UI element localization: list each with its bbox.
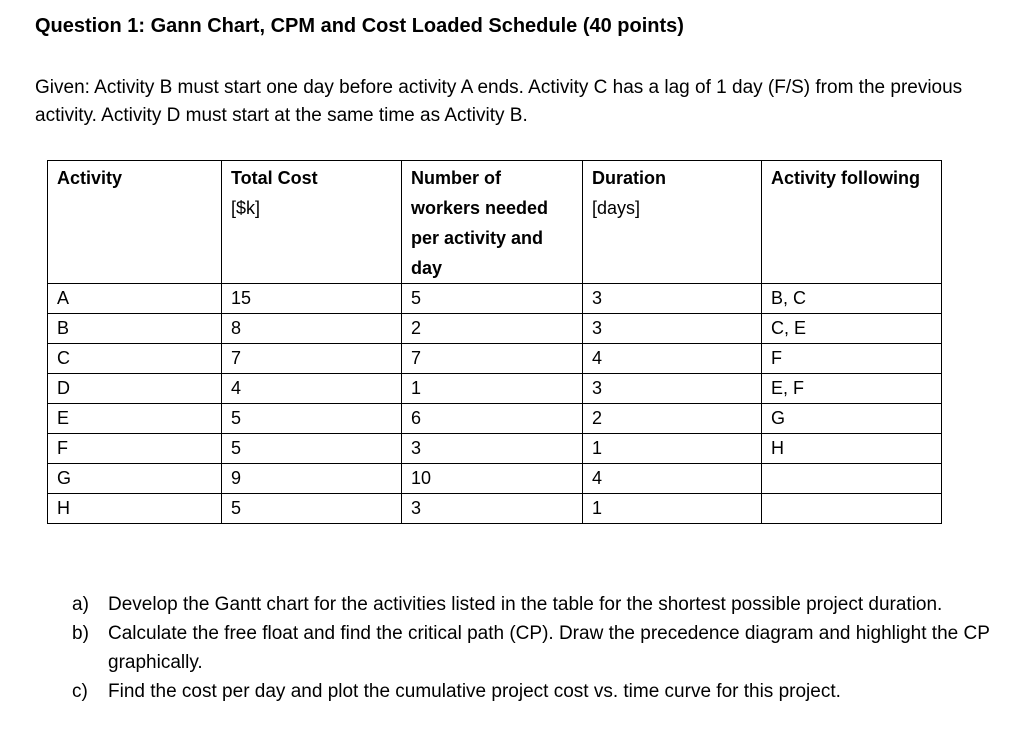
- cell-activity: A: [48, 284, 222, 314]
- cell-activity: E: [48, 404, 222, 434]
- cell-cost: 5: [222, 434, 402, 464]
- header-following-label: Activity following: [771, 168, 921, 188]
- header-following: [762, 161, 942, 284]
- cell-duration: 1: [583, 434, 762, 464]
- question-list: [72, 590, 1002, 706]
- cell-following: F: [762, 344, 942, 374]
- cell-duration: 1: [583, 494, 762, 524]
- cell-workers: 10: [402, 464, 583, 494]
- table-row: [48, 374, 942, 404]
- header-duration-label: Duration: [592, 168, 666, 188]
- cell-following: E, F: [762, 374, 942, 404]
- cell-workers: 2: [402, 314, 583, 344]
- question-item: [72, 619, 1002, 677]
- cell-duration: 3: [583, 314, 762, 344]
- table-row: [48, 284, 942, 314]
- cell-workers: 6: [402, 404, 583, 434]
- cell-following: [762, 494, 942, 524]
- cell-cost: 8: [222, 314, 402, 344]
- cell-cost: 9: [222, 464, 402, 494]
- cell-cost: 4: [222, 374, 402, 404]
- cell-workers: 1: [402, 374, 583, 404]
- cell-workers: 7: [402, 344, 583, 374]
- header-activity: [48, 161, 222, 284]
- cell-activity: G: [48, 464, 222, 494]
- question-letter: b): [72, 623, 89, 644]
- question-item: [72, 677, 1002, 706]
- question-text: Calculate the free float and find the critical path (CP). Draw the precedence diagram and highlight the CP graphically.: [108, 623, 990, 673]
- cell-following: C, E: [762, 314, 942, 344]
- cell-duration: 4: [583, 344, 762, 374]
- cell-workers: 3: [402, 494, 583, 524]
- cell-cost: 5: [222, 494, 402, 524]
- cell-cost: 5: [222, 404, 402, 434]
- cell-duration: 4: [583, 464, 762, 494]
- cell-cost: 15: [222, 284, 402, 314]
- cell-following: H: [762, 434, 942, 464]
- cell-activity: D: [48, 374, 222, 404]
- table-row: [48, 464, 942, 494]
- question-item: [72, 590, 1002, 619]
- table-body: [48, 284, 942, 524]
- cell-workers: 3: [402, 434, 583, 464]
- cell-activity: F: [48, 434, 222, 464]
- table-row: [48, 314, 942, 344]
- question-text: Find the cost per day and plot the cumulative project cost vs. time curve for this project.: [108, 681, 841, 702]
- table-row: [48, 344, 942, 374]
- table-row: [48, 404, 942, 434]
- cell-cost: 7: [222, 344, 402, 374]
- table-header-row: [48, 161, 942, 284]
- header-duration: [583, 161, 762, 284]
- question-text: Develop the Gantt chart for the activities listed in the table for the shortest possible project duration.: [108, 594, 943, 615]
- header-activity-label: Activity: [57, 168, 123, 188]
- cell-following: [762, 464, 942, 494]
- cell-duration: 3: [583, 374, 762, 404]
- header-workers-label: Number of workers needed per activity and day: [411, 168, 549, 278]
- header-duration-unit: [days]: [592, 198, 641, 218]
- cell-activity: H: [48, 494, 222, 524]
- question-letter: a): [72, 594, 89, 615]
- cell-activity: C: [48, 344, 222, 374]
- header-total-cost: [222, 161, 402, 284]
- header-cost-unit: [$k]: [231, 198, 261, 218]
- question-letter: c): [72, 681, 88, 702]
- cell-workers: 5: [402, 284, 583, 314]
- cell-following: B, C: [762, 284, 942, 314]
- cell-duration: 3: [583, 284, 762, 314]
- question-title: Question 1: Gann Chart, CPM and Cost Loaded Schedule (40 points): [35, 15, 684, 37]
- table-row: [48, 434, 942, 464]
- cell-duration: 2: [583, 404, 762, 434]
- cell-following: G: [762, 404, 942, 434]
- activity-table: [47, 160, 942, 524]
- table-row: [48, 494, 942, 524]
- cell-activity: B: [48, 314, 222, 344]
- given-statement: Given: Activity B must start one day before activity A ends. Activity C has a lag of 1 day (F/S) from the previous activity. Activity D must start at the same time as Activity B.: [35, 77, 963, 126]
- header-cost-label: Total Cost: [231, 168, 318, 188]
- header-workers: [402, 161, 583, 284]
